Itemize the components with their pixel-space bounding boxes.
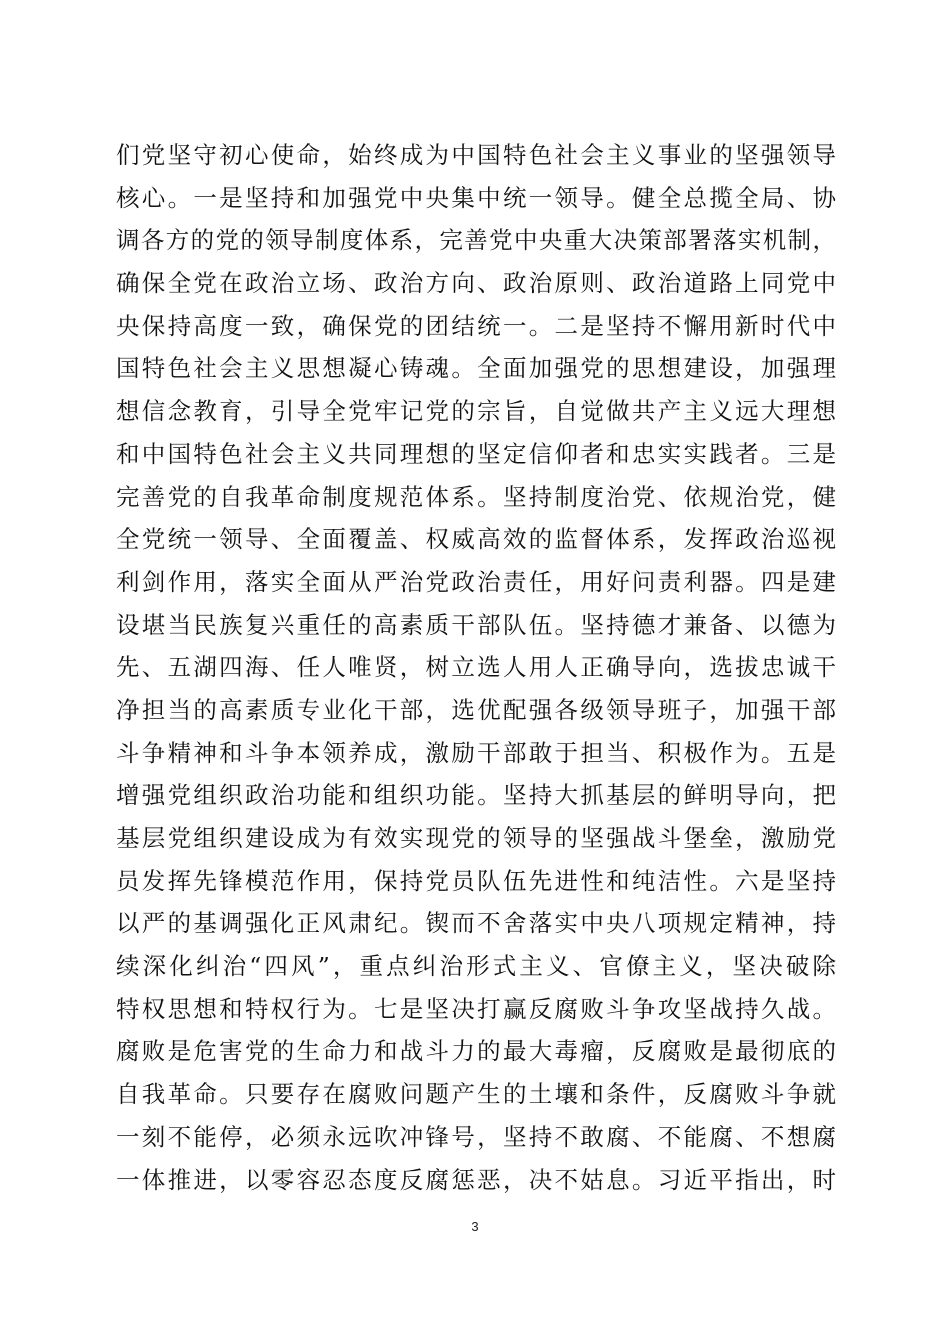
text-line: 特权思想和特权行为。七是坚决打赢反腐败斗争攻坚战持久战。 [116, 994, 836, 1023]
text-line: 国特色社会主义思想凝心铸魂。全面加强党的思想建设，加强理 [116, 354, 836, 383]
page-number: 3 [471, 1219, 479, 1234]
text-line: 腐败是危害党的生命力和战斗力的最大毒瘤，反腐败是最彻底的 [116, 1037, 836, 1066]
text-line: 确保全党在政治立场、政治方向、政治原则、政治道路上同党中 [116, 269, 836, 298]
text-line: 核心。一是坚持和加强党中央集中统一领导。健全总揽全局、协 [116, 183, 836, 212]
text-line: 基层党组织建设成为有效实现党的领导的坚强战斗堡垒，激励党 [116, 824, 836, 852]
text-line: 一体推进，以零容忍态度反腐惩恶，决不姑息。习近平指出，时 [116, 1165, 836, 1194]
text-line: 续深化纠治“四风”，重点纠治形式主义、官僚主义，坚决破除 [116, 952, 836, 981]
text-line: 增强党组织政治功能和组织功能。坚持大抓基层的鲜明导向，把 [116, 781, 836, 810]
text-line: 员发挥先锋模范作用，保持党员队伍先进性和纯洁性。六是坚持 [116, 866, 836, 895]
text-line: 利剑作用，落实全面从严治党政治责任，用好问责利器。四是建 [116, 567, 836, 596]
text-line: 以严的基调强化正风肃纪。锲而不舍落实中央八项规定精神，持 [116, 909, 836, 938]
text-line: 净担当的高素质专业化干部，选优配强各级领导班子，加强干部 [116, 695, 836, 724]
text-line: 们党坚守初心使命，始终成为中国特色社会主义事业的坚强领导 [116, 141, 836, 169]
text-line: 先、五湖四海、任人唯贤，树立选人用人正确导向，选拔忠诚干 [116, 653, 836, 682]
text-line: 调各方的党的领导制度体系，完善党中央重大决策部署落实机制， [116, 226, 836, 255]
text-line: 央保持高度一致，确保党的团结统一。二是坚持不懈用新时代中 [116, 311, 836, 340]
text-line: 设堪当民族复兴重任的高素质干部队伍。坚持德才兼备、以德为 [116, 610, 836, 639]
text-line: 完善党的自我革命制度规范体系。坚持制度治党、依规治党，健 [116, 482, 836, 511]
text-line: 一刻不能停，必须永远吹冲锋号，坚持不敢腐、不能腐、不想腐 [116, 1122, 836, 1151]
text-line: 自我革命。只要存在腐败问题产生的土壤和条件，反腐败斗争就 [116, 1080, 836, 1109]
text-line: 斗争精神和斗争本领养成，激励干部敢于担当、积极作为。五是 [116, 738, 836, 767]
text-line: 和中国特色社会主义共同理想的坚定信仰者和忠实实践者。三是 [116, 439, 836, 468]
text-line: 全党统一领导、全面覆盖、权威高效的监督体系，发挥政治巡视 [116, 525, 836, 554]
body-text [116, 134, 836, 1201]
text-line: 想信念教育，引导全党牢记党的宗旨，自觉做共产主义远大理想 [116, 397, 836, 426]
